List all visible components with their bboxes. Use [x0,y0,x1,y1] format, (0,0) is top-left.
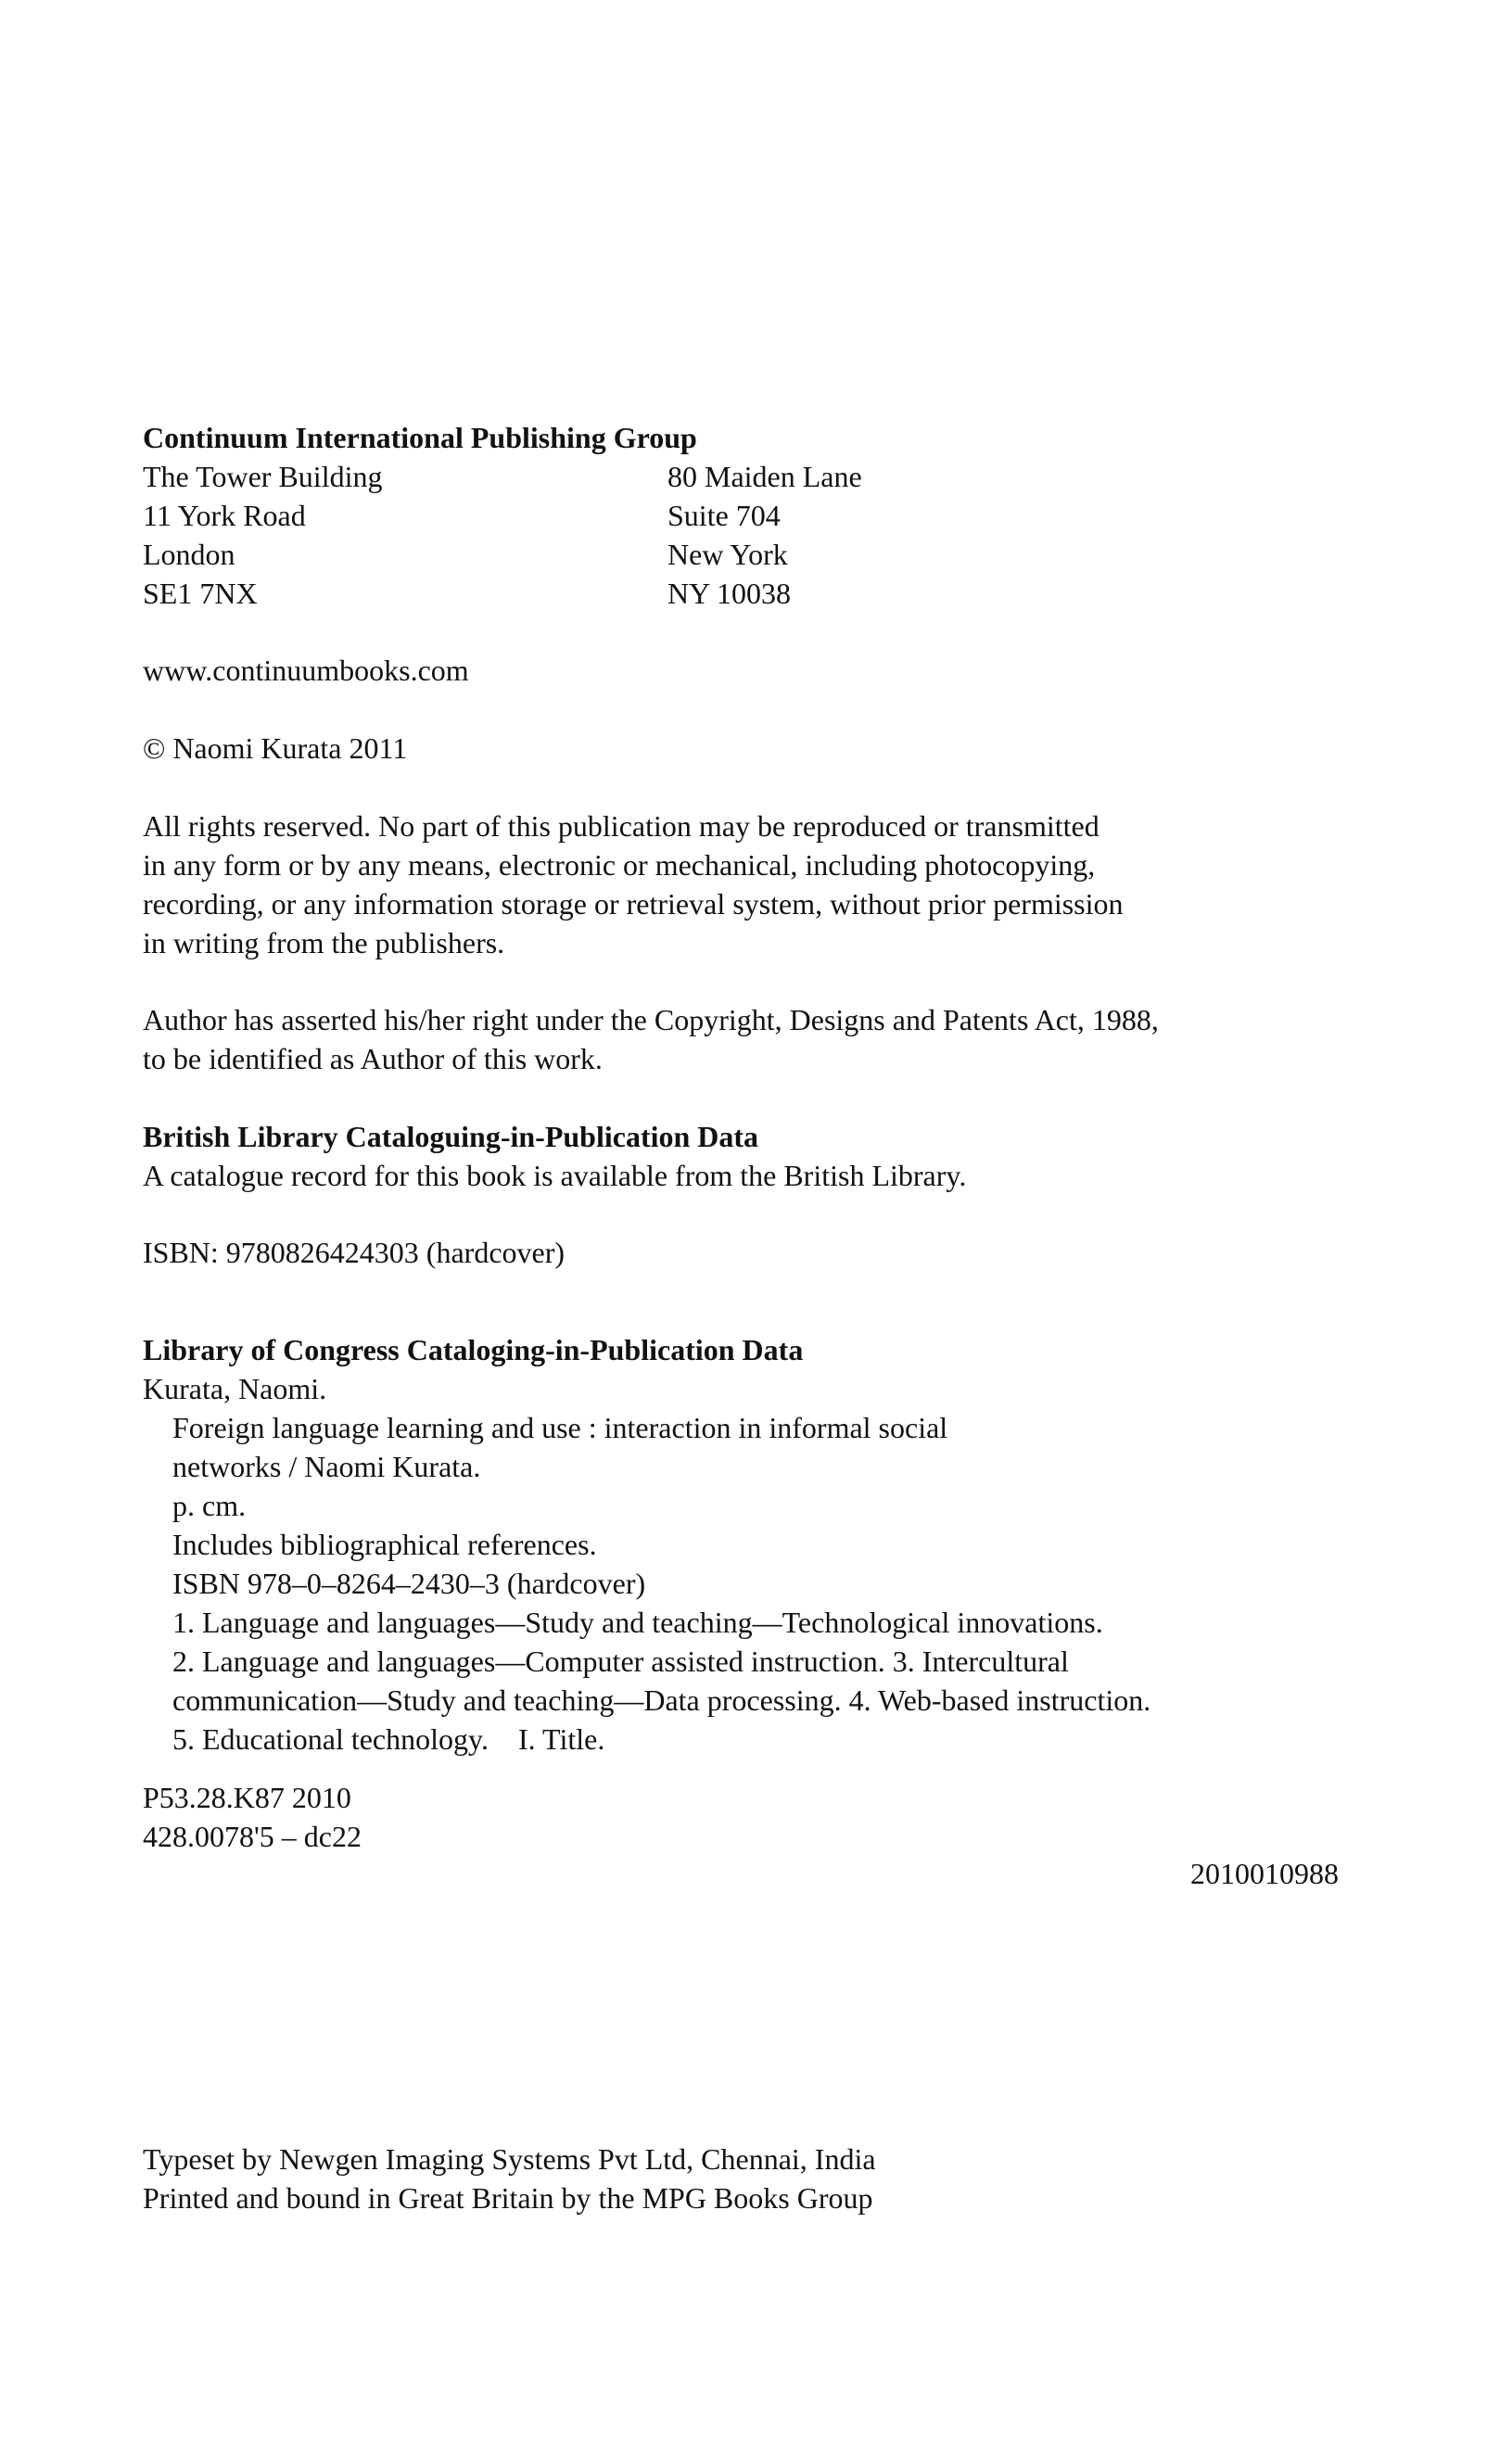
address-right-line: 80 Maiden Lane [667,460,862,493]
rights-block [143,807,1124,962]
loc-entry: communication—Study and teaching—Data processing. 4. Web-based instruction. [172,1683,1151,1717]
address-right-line: Suite 704 [667,499,781,532]
copyright-notice: © Naomi Kurata 2011 [143,731,408,765]
address-row [143,535,862,574]
rights-line: in any form or by any means, electronic or mechanical, including photocopying, [143,848,1096,882]
printing-credit: Printed and bound in Great Britain by the MPG Books Group [143,2181,873,2215]
classification-block [143,1778,362,1856]
loc-entry: 2. Language and languages—Computer assisted instruction. 3. Intercultural [172,1645,1069,1678]
address-left-line: The Tower Building [143,460,383,493]
address-row [143,496,862,535]
loc-entry: networks / Naomi Kurata. [172,1450,481,1483]
loc-entry: Foreign language learning and use : interaction in informal social [172,1411,948,1444]
loc-entry: ISBN 978–0–8264–2430–3 (hardcover) [172,1567,646,1600]
author-assertion-block [143,1000,1159,1078]
rights-line: recording, or any information storage or retrieval system, without prior permission [143,887,1124,921]
assertion-line: to be identified as Author of this work. [143,1042,603,1075]
british-library-text: A catalogue record for this book is available from the British Library. [143,1159,967,1192]
isbn-block [143,1233,565,1272]
typeset-credit: Typeset by Newgen Imaging Systems Pvt Ltd, Chennai, India [143,2142,876,2176]
address-left-line: 11 York Road [143,499,306,532]
rights-line: in writing from the publishers. [143,926,505,959]
address-left-line: London [143,538,235,571]
address-left-line: SE1 7NX [143,577,258,610]
loc-entry: 5. Educational technology. I. Title. [172,1722,605,1756]
address-row [143,457,862,496]
address-right-line: NY 10038 [667,577,792,610]
loc-entry: Includes bibliographical references. [172,1528,597,1561]
address-row [143,574,862,613]
publisher-block [143,418,862,613]
control-number: 2010010988 [1190,1857,1339,1890]
publisher-name: Continuum International Publishing Group [143,421,697,454]
loc-entry: 1. Language and languages—Study and teaching—Technological innovations. [172,1606,1103,1639]
loc-entry: p. cm. [172,1489,247,1522]
dewey-number: 428.0078'5 – dc22 [143,1820,362,1853]
british-library-block [143,1117,966,1195]
publisher-website: www.continuumbooks.com [143,654,469,687]
address-right-line: New York [667,538,788,571]
library-of-congress-block [143,1330,1150,1759]
call-number: P53.28.K87 2010 [143,1781,351,1814]
copyright-block [143,729,407,768]
loc-heading: Library of Congress Cataloging-in-Publication Data [143,1333,804,1366]
loc-author: Kurata, Naomi. [143,1372,327,1405]
isbn: ISBN: 9780826424303 (hardcover) [143,1236,566,1269]
rights-line: All rights reserved. No part of this publication may be reproduced or transmitted [143,809,1099,843]
assertion-line: Author has asserted his/her right under the Copyright, Designs and Patents Act, 1988, [143,1003,1159,1036]
british-library-heading: British Library Cataloguing-in-Publication Data [143,1120,759,1153]
website-block [143,651,469,690]
production-block [143,2140,876,2217]
